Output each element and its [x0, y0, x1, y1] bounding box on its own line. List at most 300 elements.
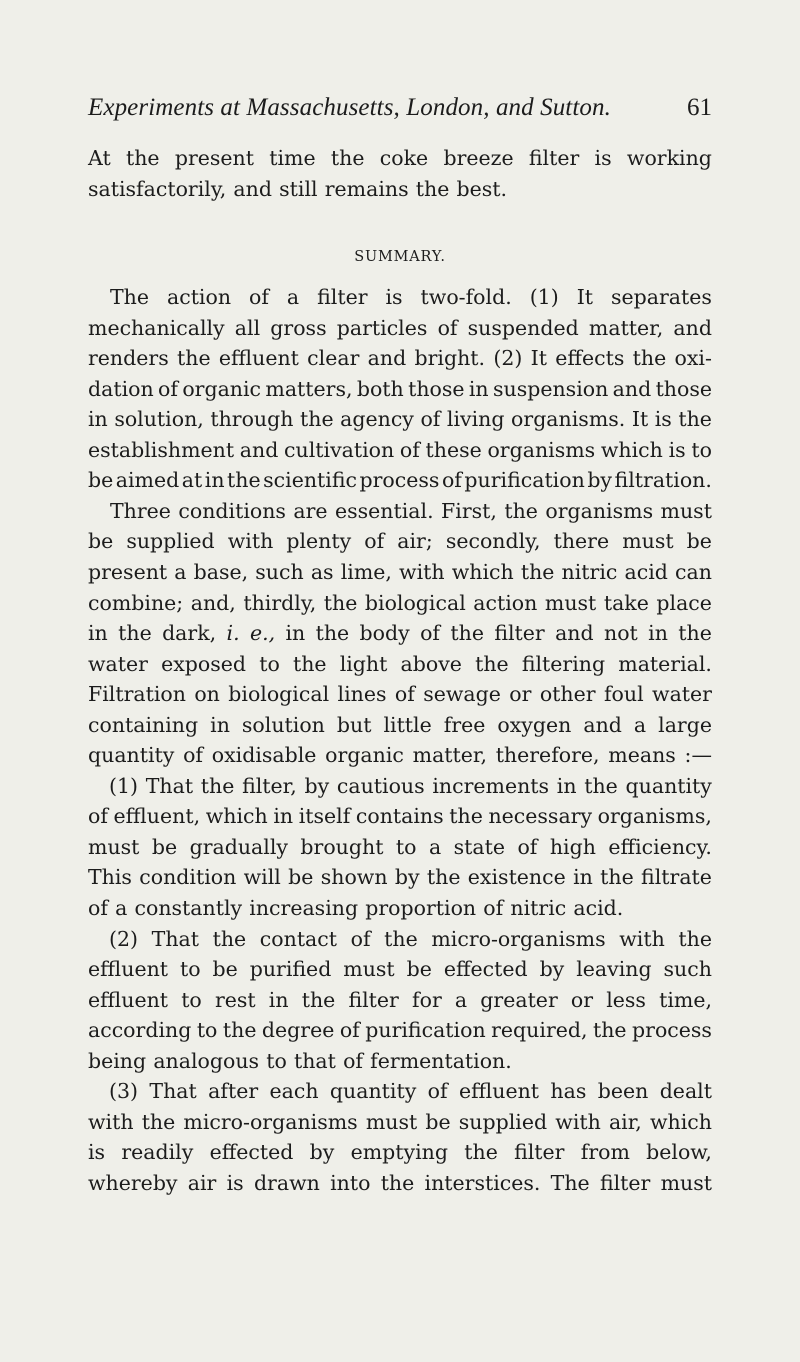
word: above — [400, 651, 462, 676]
summary-line — [88, 1168, 712, 1199]
word: contains — [355, 804, 444, 829]
word: of — [88, 896, 108, 921]
word: must — [365, 1109, 418, 1134]
word: effluent — [88, 957, 169, 982]
summary-line — [88, 465, 712, 496]
word: First, — [441, 498, 497, 523]
word: filtration. — [614, 468, 712, 493]
word: is — [385, 285, 403, 310]
word: This — [88, 865, 132, 890]
word: the — [678, 926, 712, 951]
word: the — [200, 773, 235, 798]
summary-line — [88, 1076, 712, 1107]
word: solution — [241, 712, 325, 737]
summary-line — [88, 557, 712, 588]
word: condition — [139, 865, 237, 890]
word: the — [450, 621, 484, 646]
summary-line — [88, 740, 712, 771]
word: It — [530, 346, 548, 371]
word: of — [427, 1079, 448, 1104]
word: light — [339, 651, 388, 676]
summary-line — [88, 832, 712, 863]
word: are — [293, 498, 328, 523]
summary-line — [88, 435, 712, 466]
word: be — [88, 468, 114, 493]
word: secondly, — [445, 529, 541, 554]
word: each — [269, 1079, 319, 1104]
word: filter — [528, 146, 580, 170]
word: of — [249, 285, 269, 310]
word: the — [315, 621, 350, 646]
word: to — [259, 651, 280, 676]
word: purification — [365, 1018, 486, 1043]
summary-heading: SUMMARY. — [354, 249, 446, 266]
word: organisms — [487, 437, 596, 462]
word: organisms. — [511, 407, 626, 432]
word: body — [359, 621, 410, 646]
word: It — [576, 285, 594, 310]
page-header — [88, 88, 712, 128]
word: to — [196, 1018, 218, 1043]
word: a — [115, 896, 128, 921]
word: process — [359, 468, 440, 493]
word: effluent, — [113, 804, 201, 829]
word: below, — [646, 1140, 712, 1165]
word: brought — [300, 834, 384, 859]
word: for — [412, 987, 442, 1012]
word: mechanically — [88, 315, 225, 340]
word: oxygen — [497, 712, 572, 737]
word: of — [517, 834, 538, 859]
word: drawn — [253, 1170, 320, 1195]
word: of — [343, 1048, 363, 1073]
word: solution, — [114, 407, 204, 432]
word: still — [279, 176, 318, 201]
word: be — [425, 1109, 451, 1134]
word: at — [181, 468, 203, 493]
word: such — [255, 560, 304, 585]
word: and — [367, 346, 407, 371]
word: be — [686, 529, 712, 554]
word: other — [539, 682, 596, 707]
word: aimed — [115, 468, 180, 493]
word: purified — [249, 957, 332, 982]
summary-line — [88, 1046, 712, 1077]
word: separates — [611, 285, 712, 310]
word: means — [608, 743, 676, 768]
word: must — [343, 957, 395, 982]
word: micro-organisms — [431, 926, 606, 951]
word: take — [603, 590, 649, 615]
word: will — [243, 865, 281, 890]
word: conditions — [178, 498, 286, 523]
word: the — [177, 346, 211, 371]
word: the — [520, 560, 555, 585]
word: satisfactorily, — [88, 176, 227, 201]
summary-line — [88, 649, 712, 680]
word: the — [380, 1170, 415, 1195]
word: the — [426, 865, 461, 890]
word: must — [88, 834, 140, 859]
word: these — [425, 437, 482, 462]
word: interstices. — [424, 1170, 541, 1195]
summary-line — [88, 1137, 712, 1168]
word: of — [437, 315, 458, 340]
word: cautious — [336, 773, 425, 798]
word: in — [556, 773, 577, 798]
word: process — [632, 1018, 712, 1043]
word: essential. — [335, 498, 434, 523]
summary-line — [88, 313, 712, 344]
word: degree — [261, 1018, 335, 1043]
word: in — [648, 621, 668, 646]
word: filtering — [521, 651, 606, 676]
word: which — [649, 1109, 712, 1134]
word: renders — [88, 346, 169, 371]
word: both — [356, 376, 404, 401]
word: of — [394, 682, 415, 707]
word: efficiency. — [608, 834, 712, 859]
summary-line — [88, 924, 712, 955]
word: quantity — [625, 773, 712, 798]
word: That — [149, 1079, 197, 1104]
word: which — [205, 804, 268, 829]
word: a — [454, 987, 468, 1012]
word: is — [668, 437, 686, 462]
word: filter — [494, 621, 545, 646]
summary-line — [88, 985, 712, 1016]
word: effected — [209, 1140, 294, 1165]
word: those — [655, 376, 712, 401]
word: the — [292, 651, 327, 676]
word: by — [587, 468, 613, 493]
summary-line — [88, 496, 712, 527]
word: the — [504, 498, 538, 523]
word: matter, — [412, 743, 487, 768]
word: working — [626, 146, 712, 170]
word: little — [383, 712, 432, 737]
word: to — [395, 834, 417, 859]
word: is — [594, 146, 612, 170]
word: filter — [599, 1170, 651, 1195]
word: shown — [320, 865, 388, 890]
word: That — [145, 773, 194, 798]
summary-line — [88, 1107, 712, 1138]
word: the — [118, 621, 152, 646]
running-title: Experiments at Massachusetts, London, and Sutton. — [88, 94, 611, 121]
word: increasing — [249, 896, 359, 921]
word: the — [464, 1140, 498, 1165]
word: time, — [659, 987, 712, 1012]
word: and — [673, 315, 712, 340]
word: of — [483, 896, 504, 921]
word: and, — [190, 590, 236, 615]
word: analogous — [153, 1048, 260, 1073]
word: can — [675, 560, 712, 585]
word: of — [364, 529, 385, 554]
word: after — [208, 1079, 259, 1104]
word: The — [550, 1170, 590, 1195]
word: dation — [88, 376, 154, 401]
word: thirdly, — [243, 590, 317, 615]
word: living — [446, 407, 505, 432]
word: being — [88, 1048, 147, 1073]
word: through — [210, 407, 294, 432]
word: clear — [307, 346, 360, 371]
word: effluent — [218, 346, 299, 371]
word: biological — [228, 682, 330, 707]
word: biological — [364, 590, 466, 615]
word: with — [619, 926, 665, 951]
summary-line — [88, 679, 712, 710]
word: It — [631, 407, 649, 432]
word: filter — [348, 987, 399, 1012]
word: must — [544, 590, 597, 615]
word: is — [654, 407, 672, 432]
word: from — [580, 1140, 630, 1165]
word: effluent — [458, 1079, 540, 1104]
word: a — [174, 560, 187, 585]
word: air; — [397, 529, 433, 554]
word: quantity — [329, 1079, 417, 1104]
word: filter, — [242, 773, 297, 798]
word: proportion — [365, 896, 477, 921]
word: to — [181, 987, 202, 1012]
word: The — [110, 285, 150, 310]
word: a — [633, 712, 647, 737]
word: not — [604, 621, 638, 646]
word: whereby — [88, 1170, 178, 1195]
summary-line — [88, 343, 712, 374]
word: there — [553, 529, 610, 554]
word: a — [286, 285, 300, 310]
word: foul — [603, 682, 644, 707]
word: organisms, — [597, 804, 712, 829]
word: sewage — [423, 682, 501, 707]
word: therefore, — [495, 743, 600, 768]
word: greater — [480, 987, 558, 1012]
intro-line-2 — [88, 174, 712, 205]
word: the — [227, 468, 261, 493]
word: the — [449, 804, 483, 829]
word: with — [88, 1109, 134, 1134]
word: oxidisable — [211, 743, 317, 768]
word: and — [612, 376, 652, 401]
word: with — [227, 529, 274, 554]
word: (2) — [109, 926, 139, 951]
word: air, — [608, 1109, 642, 1134]
word: and — [239, 437, 279, 462]
word: lines — [337, 682, 387, 707]
word: filter — [317, 285, 368, 310]
summary-line — [88, 710, 712, 741]
word: all — [234, 315, 261, 340]
word: water — [652, 682, 712, 707]
word: of — [183, 743, 204, 768]
summary-line — [88, 771, 712, 802]
word: that — [293, 1048, 336, 1073]
word: or — [509, 682, 532, 707]
word: the — [384, 926, 418, 951]
word: the — [415, 176, 450, 201]
word: two-fold. — [420, 285, 512, 310]
word: according — [88, 1018, 192, 1043]
word: by — [304, 773, 330, 798]
word: of — [420, 621, 441, 646]
word: must — [660, 1170, 712, 1195]
word: in — [268, 987, 289, 1012]
word: acid — [624, 560, 668, 585]
page-number: 61 — [687, 94, 712, 121]
word: filter — [514, 1140, 565, 1165]
word: filtrate — [641, 865, 712, 890]
word: be — [212, 957, 238, 982]
word: air — [187, 1170, 217, 1195]
summary-line — [88, 374, 712, 405]
word: cultivation — [284, 437, 395, 462]
word: Filtration — [88, 682, 186, 707]
word: action — [166, 285, 232, 310]
word: quantity — [88, 743, 175, 768]
word: and — [233, 176, 272, 201]
word: supplied — [458, 1109, 548, 1134]
word: At — [88, 146, 111, 170]
word: to — [179, 957, 201, 982]
word: to — [266, 1048, 287, 1073]
word: fermentation. — [370, 1048, 512, 1073]
word: the — [125, 146, 160, 170]
word: dark, — [162, 621, 217, 646]
word: in — [573, 865, 593, 890]
word: required, — [491, 1018, 588, 1043]
word: with — [555, 1109, 601, 1134]
word: combine; — [88, 590, 184, 615]
summary-line — [88, 1015, 712, 1046]
word: leaving — [576, 957, 652, 982]
word: has — [550, 1079, 587, 1104]
word: into — [330, 1170, 371, 1195]
word: on — [194, 682, 220, 707]
word: of — [339, 1018, 360, 1043]
word: of — [420, 407, 441, 432]
word: as — [310, 560, 334, 585]
word: be — [406, 957, 432, 982]
word: effected — [443, 957, 528, 982]
word: in — [285, 621, 306, 646]
word: (2) — [493, 346, 523, 371]
word: is — [88, 1140, 106, 1165]
word: constantly — [134, 896, 243, 921]
summary-line — [88, 862, 712, 893]
word: of — [88, 804, 108, 829]
word: matter, — [588, 315, 664, 340]
word: be — [151, 834, 178, 859]
word: the — [632, 346, 667, 371]
word: (3) — [109, 1079, 139, 1104]
word: place — [656, 590, 712, 615]
word: of — [350, 926, 371, 951]
word: breeze — [443, 146, 514, 170]
word: present — [88, 560, 168, 585]
word: is — [226, 1170, 244, 1195]
word: which — [451, 560, 514, 585]
word: matters, — [265, 376, 353, 401]
word: in — [88, 621, 108, 646]
word: to — [691, 437, 712, 462]
word: of — [399, 437, 420, 462]
word: base, — [193, 560, 249, 585]
word: Three — [110, 498, 171, 523]
word: such — [663, 957, 712, 982]
word: bright. — [414, 346, 486, 371]
word: itself — [298, 804, 351, 829]
word: (1) — [109, 773, 139, 798]
word: acid. — [573, 896, 624, 921]
word: suspended — [467, 315, 579, 340]
word: a — [428, 834, 442, 859]
word: high — [549, 834, 596, 859]
word: the — [475, 651, 509, 676]
word: state — [453, 834, 505, 859]
word: increments — [432, 773, 550, 798]
summary-line — [88, 618, 712, 649]
word: in — [210, 712, 230, 737]
word: with — [399, 560, 445, 585]
word: those — [408, 376, 465, 401]
word: plenty — [286, 529, 352, 554]
word: but — [336, 712, 372, 737]
word: e., — [249, 621, 276, 646]
word: emptying — [350, 1140, 448, 1165]
word: by — [539, 957, 565, 982]
word: gross — [270, 315, 327, 340]
word: less — [606, 987, 646, 1012]
word: purification — [464, 468, 585, 493]
word: the — [141, 1109, 176, 1134]
summary-line — [88, 282, 712, 313]
word: organic — [182, 376, 262, 401]
word: in — [204, 468, 225, 493]
body-text — [88, 143, 712, 1199]
word: and — [555, 621, 594, 646]
word: particles — [336, 315, 428, 340]
word: action — [473, 590, 538, 615]
word: be — [88, 529, 114, 554]
word: supplied — [126, 529, 215, 554]
word: water — [88, 651, 148, 676]
summary-line — [88, 954, 712, 985]
word: lime, — [340, 560, 392, 585]
summary-line — [88, 588, 712, 619]
word: suspension — [492, 376, 609, 401]
word: in — [88, 407, 108, 432]
word: the — [678, 407, 712, 432]
word: the — [222, 1018, 257, 1043]
word: in — [468, 376, 489, 401]
summary-line — [88, 893, 712, 924]
word: and — [583, 712, 622, 737]
word: readily — [121, 1140, 194, 1165]
word: large — [658, 712, 712, 737]
word: free — [443, 712, 486, 737]
word: :— — [684, 743, 712, 768]
word: i. — [226, 621, 240, 646]
word: nitric — [561, 560, 618, 585]
word: the — [212, 926, 247, 951]
word: effects — [555, 346, 625, 371]
word: best. — [456, 176, 508, 201]
word: the — [300, 407, 334, 432]
